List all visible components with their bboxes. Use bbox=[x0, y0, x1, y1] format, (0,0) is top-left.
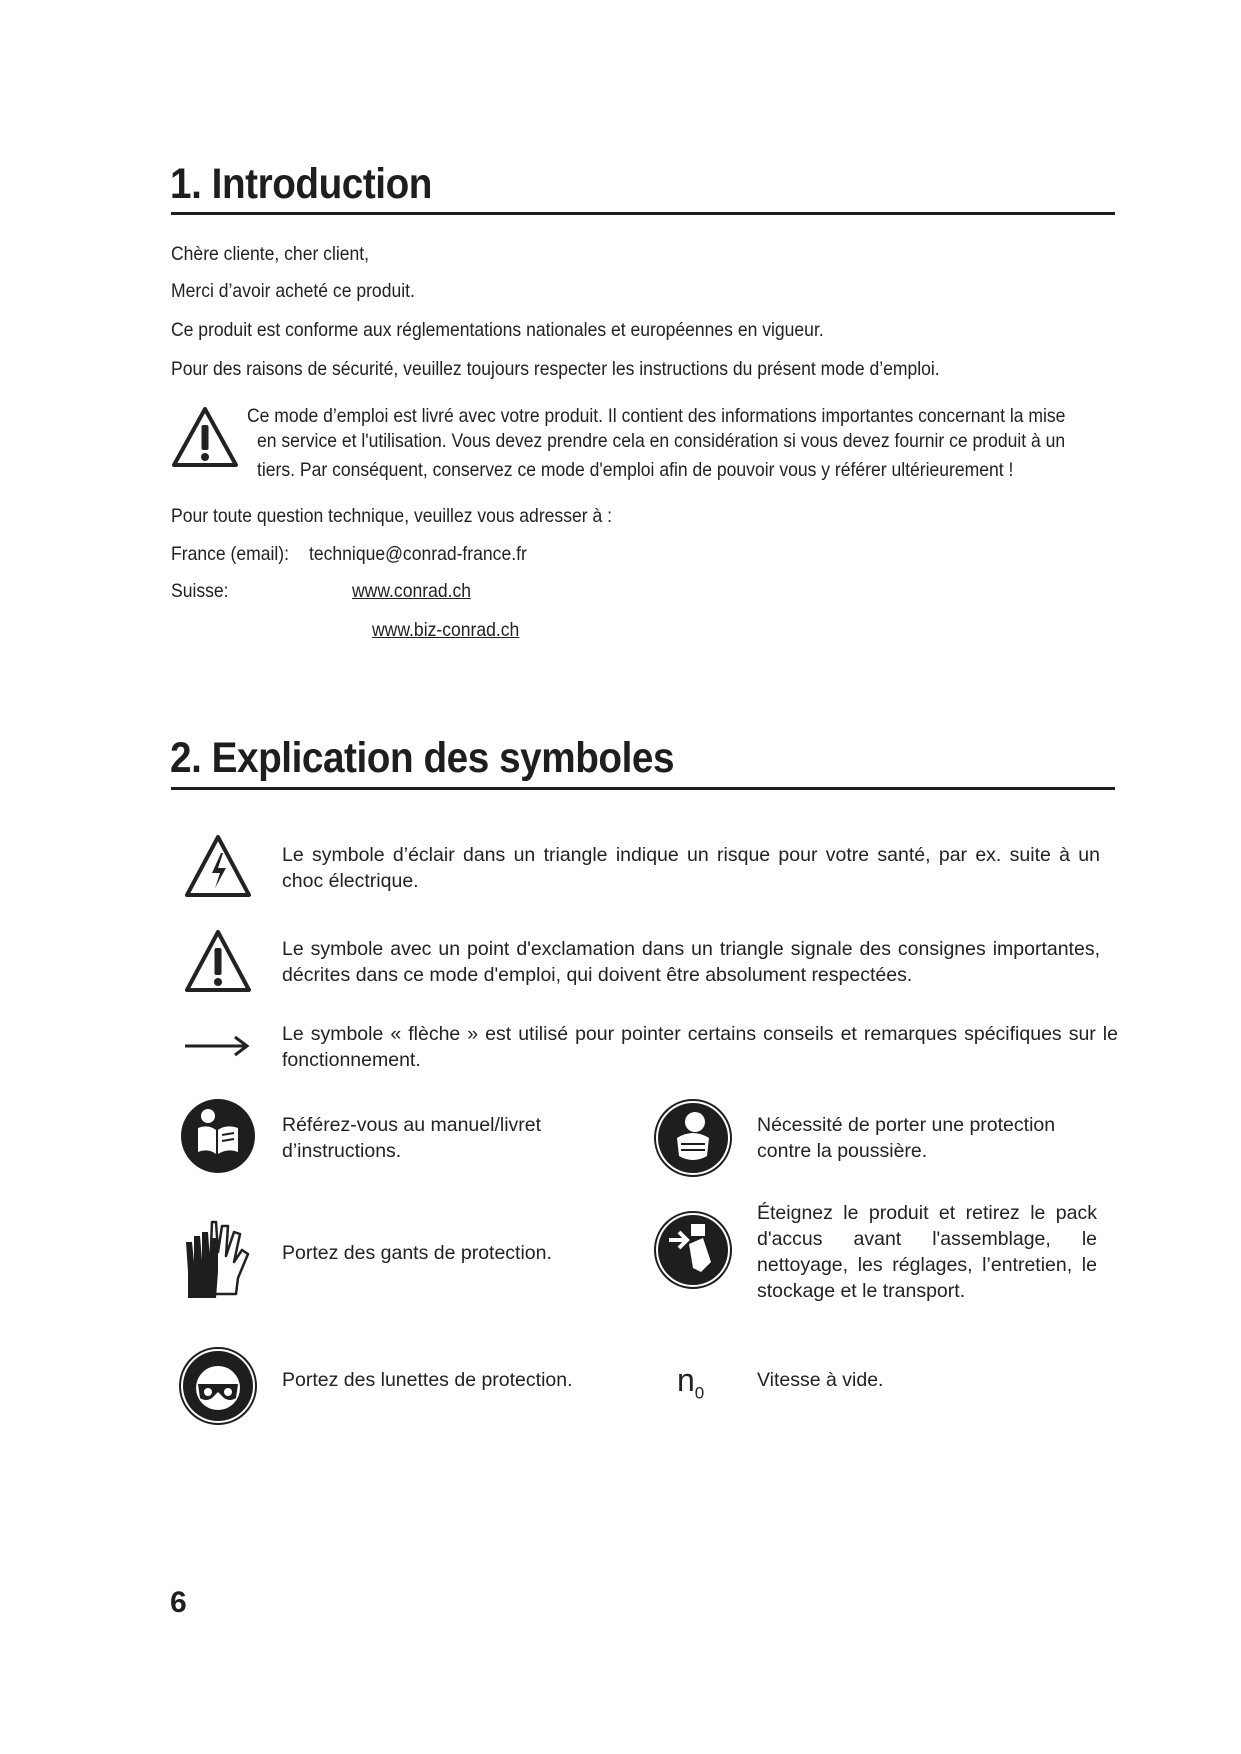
goggles-description: Portez des lunettes de protection. bbox=[282, 1369, 573, 1391]
gloves-description: Portez des gants de protection. bbox=[282, 1242, 552, 1264]
manual-icon bbox=[180, 1098, 256, 1174]
suisse-link-1[interactable] bbox=[352, 579, 471, 603]
suisse-link-2[interactable] bbox=[372, 618, 519, 642]
goggles-icon bbox=[178, 1346, 258, 1426]
dust-mask-icon bbox=[653, 1098, 733, 1178]
conrad-ch-link[interactable]: www.conrad.ch bbox=[352, 580, 472, 602]
section-rule bbox=[171, 787, 1115, 790]
gloves-icon bbox=[182, 1212, 254, 1298]
manual-description: Référez-vous au manuel/livret d’instructions. bbox=[282, 1114, 542, 1162]
warning-text-line-3: tiers. Par conséquent, conservez ce mode d'emploi afin de pouvoir vous y référer ultérieurement ! bbox=[257, 459, 1014, 481]
no-load-speed-symbol bbox=[677, 1362, 704, 1403]
section-rule bbox=[171, 212, 1115, 215]
arrow-icon bbox=[183, 1032, 251, 1060]
greeting: Chère cliente, cher client, bbox=[171, 243, 370, 265]
exclamation-description: Le symbole avec un point d'exclamation dans un triangle signale des consignes importantes, décrites dans ce mode d'emploi, qui doivent être absolument respectées. bbox=[282, 938, 1100, 986]
thanks-line: Merci d’avoir acheté ce produit. bbox=[171, 280, 415, 302]
power-off-icon bbox=[653, 1210, 733, 1290]
no-load-symbol-n: n bbox=[677, 1362, 695, 1398]
section-title-introduction: 1. Introduction bbox=[170, 160, 432, 208]
arrow-description: Le symbole « flèche » est utilisé pour pointer certains conseils et remarques spécifiques sur le fonctionnement. bbox=[282, 1023, 1118, 1071]
dust-mask-description: Nécessité de porter une protection contre la poussière. bbox=[757, 1114, 1056, 1162]
page-number: 6 bbox=[170, 1586, 187, 1619]
biz-conrad-ch-link[interactable]: www.biz-conrad.ch bbox=[372, 619, 520, 641]
exclamation-triangle-icon bbox=[183, 928, 253, 996]
france-email[interactable]: technique@conrad-france.fr bbox=[309, 543, 527, 565]
warning-text-line-2: en service et l'utilisation. Vous devez prendre cela en considération si vous devez fournir ce produit à un bbox=[257, 430, 1066, 452]
lightning-description: Le symbole d’éclair dans un triangle indique un risque pour votre santé, par ex. suite à un choc électrique. bbox=[282, 844, 1100, 892]
no-load-description: Vitesse à vide. bbox=[757, 1369, 884, 1391]
lightning-triangle-icon bbox=[183, 833, 253, 901]
power-off-description: Éteignez le produit et retirez le pack d'accus avant l'assemblage, le nettoyage, les réglages, l’entretien, le stockage et le transport. bbox=[757, 1202, 1097, 1302]
contact-intro: Pour toute question technique, veuillez vous adresser à : bbox=[171, 505, 612, 527]
warning-triangle-icon bbox=[170, 405, 240, 471]
warning-text-line-1: Ce mode d’emploi est livré avec votre produit. Il contient des informations importantes concernant la mise bbox=[247, 405, 1066, 427]
no-load-symbol-sub: 0 bbox=[694, 1383, 705, 1403]
section-title-symbols: 2. Explication des symboles bbox=[170, 734, 675, 782]
safety-line: Pour des raisons de sécurité, veuillez toujours respecter les instructions du présent mode d’emploi. bbox=[171, 358, 940, 380]
france-label: France (email): bbox=[171, 543, 290, 565]
suisse-label: Suisse: bbox=[171, 580, 229, 602]
conformity-line: Ce produit est conforme aux réglementations nationales et européennes en vigueur. bbox=[171, 319, 824, 341]
